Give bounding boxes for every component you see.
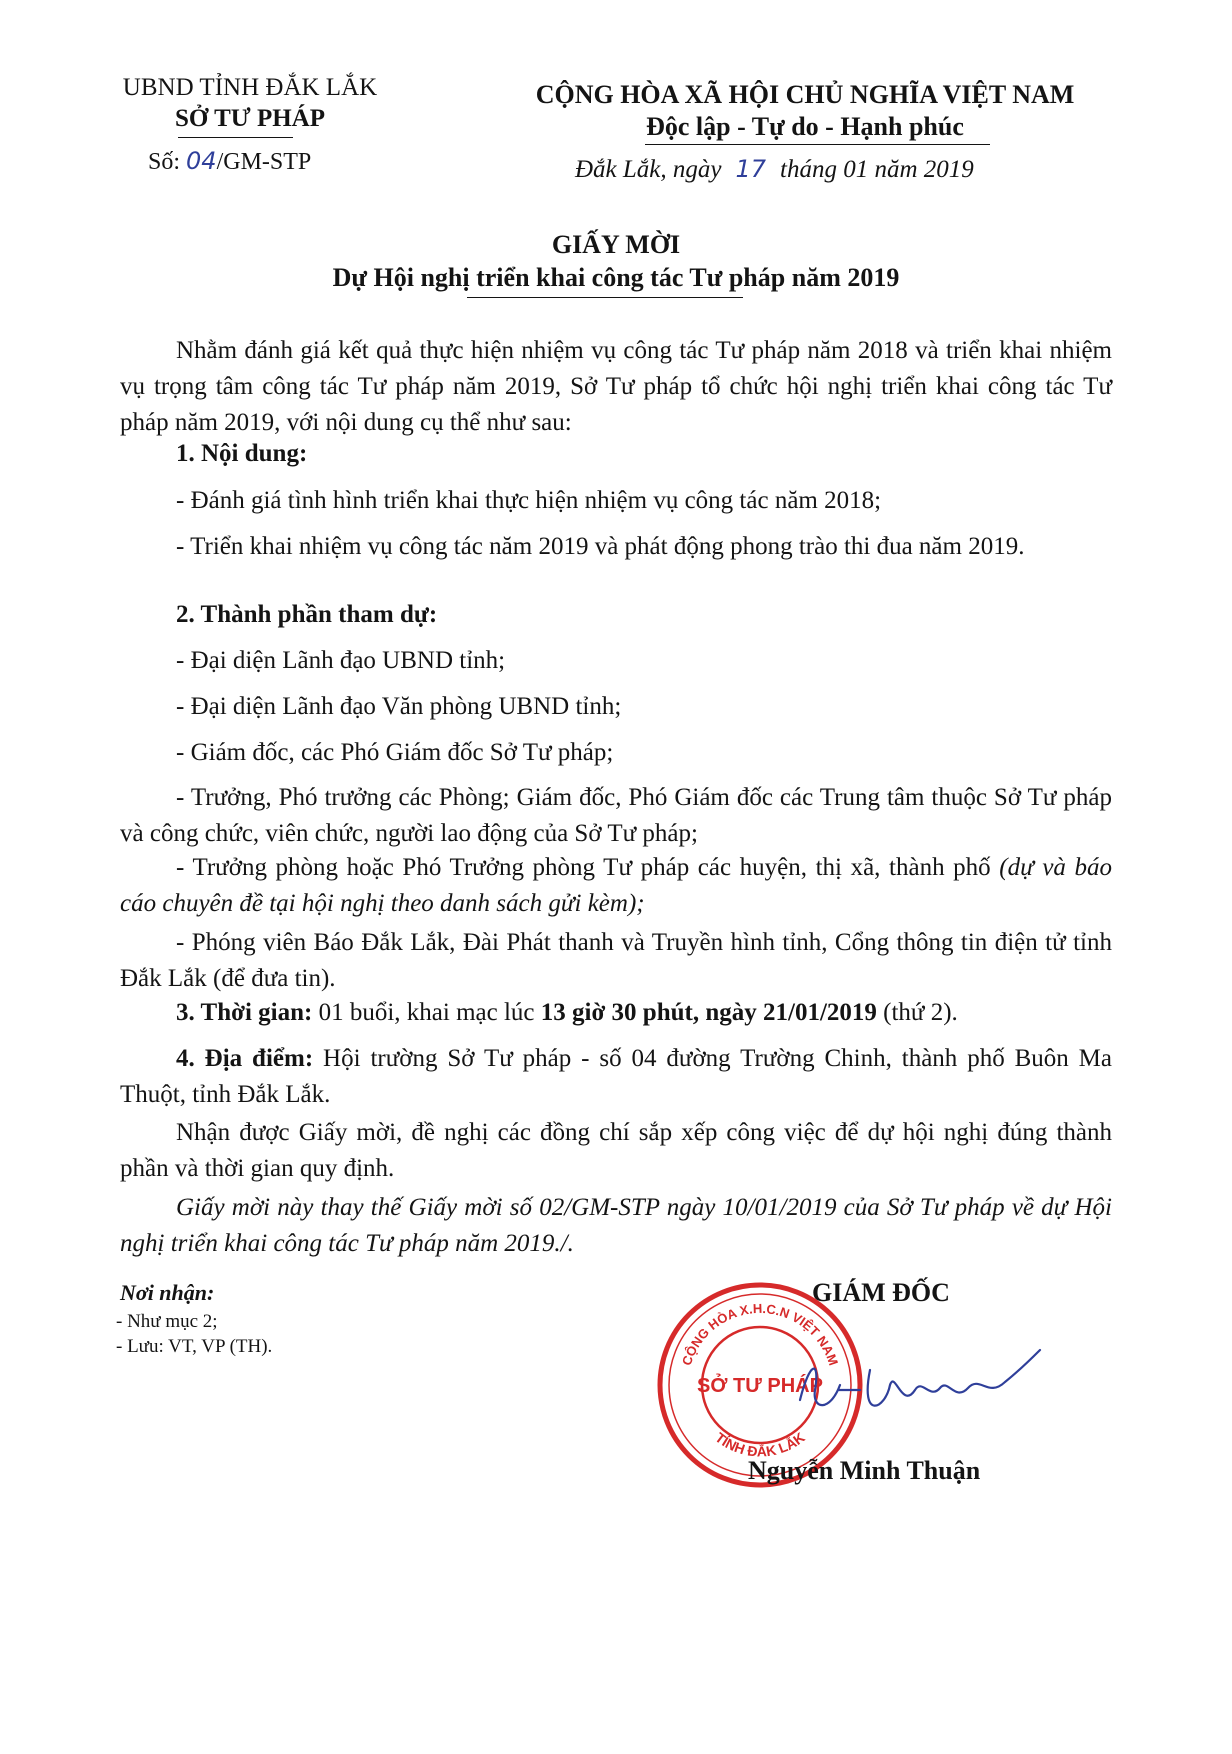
- document-title: GIẤY MỜI: [551, 230, 681, 259]
- issue-date: [575, 155, 974, 184]
- closing-paragraph: Nhận được Giấy mời, đề nghị các đồng chí sắp xếp công việc để dự hội nghị đúng thành phần và thời gian quy định.: [120, 1119, 1112, 1182]
- section3-text: 01 buổi, khai mạc lúc: [318, 999, 535, 1026]
- number-prefix: Số:: [148, 149, 181, 175]
- section2-item-note: (dự và báo cáo chuyên đề tại hội nghị theo danh sách gửi kèm);: [120, 854, 1113, 917]
- stamp-ring-bottom: TỈNH ĐẮK LẮK: [712, 1429, 808, 1460]
- section4-location: [120, 1041, 1112, 1113]
- national-title: CỘNG HÒA XÃ HỘI CHỦ NGHĨA VIỆT NAM: [535, 80, 1075, 109]
- section4-heading: 4. Địa điểm:: [176, 1045, 314, 1072]
- section3-heading: 3. Thời gian:: [176, 999, 313, 1026]
- section3-datetime: 13 giờ 30 phút, ngày 21/01/2019: [540, 999, 877, 1026]
- signer-position: GIÁM ĐỐC: [812, 1278, 950, 1307]
- stamp-center-text: SỞ TƯ PHÁP: [697, 1375, 823, 1397]
- section2-item: - Giám đốc, các Phó Giám đốc Sở Tư pháp;: [176, 739, 614, 766]
- section2-item: - Đại diện Lãnh đạo Văn phòng UBND tỉnh;: [176, 693, 622, 720]
- department-underline: [178, 137, 293, 138]
- number-suffix: /GM-STP: [216, 149, 312, 175]
- stamp-ring-top: CỘNG HÒA X.H.C.N VIỆT NAM: [678, 1300, 842, 1368]
- date-prefix: Đắk Lắk, ngày: [575, 156, 722, 183]
- section4-text: Hội trường Sở Tư pháp - số 04 đường Trường Chinh, thành phố Buôn Ma Thuột, tỉnh Đắk Lắk.: [120, 1045, 1112, 1108]
- replacement-note: Giấy mời này thay thế Giấy mời số 02/GM-STP ngày 10/01/2019 của Sở Tư pháp về dự Hội nghị triển khai công tác Tư pháp năm 2019./.: [120, 1194, 1112, 1257]
- intro-paragraph: Nhằm đánh giá kết quả thực hiện nhiệm vụ công tác Tư pháp năm 2018 và triển khai nhiệm vụ trọng tâm công tác Tư pháp năm 2019, Sở Tư pháp tổ chức hội nghị triển khai công tác Tư pháp năm 2019, với nội dung cụ thể như sau:: [120, 337, 1112, 436]
- signature-scribble: [790, 1330, 1050, 1430]
- number-handwritten: 04: [186, 147, 217, 175]
- date-suffix: tháng 01 năm 2019: [780, 156, 974, 183]
- recipients-heading: Nơi nhận:: [120, 1280, 215, 1305]
- section2-heading: 2. Thành phần tham dự:: [176, 601, 438, 628]
- recipient-item: - Lưu: VT, VP (TH).: [116, 1336, 273, 1357]
- national-motto: Độc lập - Tự do - Hạnh phúc: [646, 112, 964, 141]
- section1-heading: 1. Nội dung:: [176, 440, 308, 467]
- document-subtitle: Dự Hội nghị triển khai công tác Tư pháp năm 2019: [332, 263, 900, 292]
- title-underline: [467, 297, 743, 298]
- section2-item: - Phóng viên Báo Đắk Lắk, Đài Phát thanh và Truyền hình tỉnh, Cổng thông tin điện tử tỉnh Đắk Lắk (để đưa tin).: [120, 929, 1112, 992]
- section3-time: [120, 995, 1112, 1031]
- motto-underline: [645, 144, 990, 145]
- department-name: SỞ TƯ PHÁP: [174, 105, 325, 132]
- section1-item: - Triển khai nhiệm vụ công tác năm 2019 và phát động phong trào thi đua năm 2019.: [176, 533, 1025, 560]
- document-number: [148, 147, 311, 176]
- signer-name: Nguyễn Minh Thuận: [748, 1456, 981, 1485]
- date-day-handwritten: 17: [735, 155, 767, 183]
- section2-item: - Đại diện Lãnh đạo UBND tỉnh;: [176, 647, 506, 674]
- agency-name: UBND TỈNH ĐẮK LẮK: [122, 74, 378, 101]
- section2-item-text: - Trưởng phòng hoặc Phó Trưởng phòng Tư pháp các huyện, thị xã, thành phố: [176, 854, 991, 881]
- section1-item: - Đánh giá tình hình triển khai thực hiện nhiệm vụ công tác năm 2018;: [176, 487, 882, 514]
- section3-weekday: (thứ 2).: [883, 999, 958, 1026]
- recipient-item: - Như mục 2;: [116, 1311, 218, 1332]
- section2-item: - Trưởng, Phó trưởng các Phòng; Giám đốc, Phó Giám đốc các Trung tâm thuộc Sở Tư pháp và công chức, viên chức, người lao động của Sở Tư pháp;: [120, 784, 1112, 847]
- section2-item: [120, 850, 1112, 922]
